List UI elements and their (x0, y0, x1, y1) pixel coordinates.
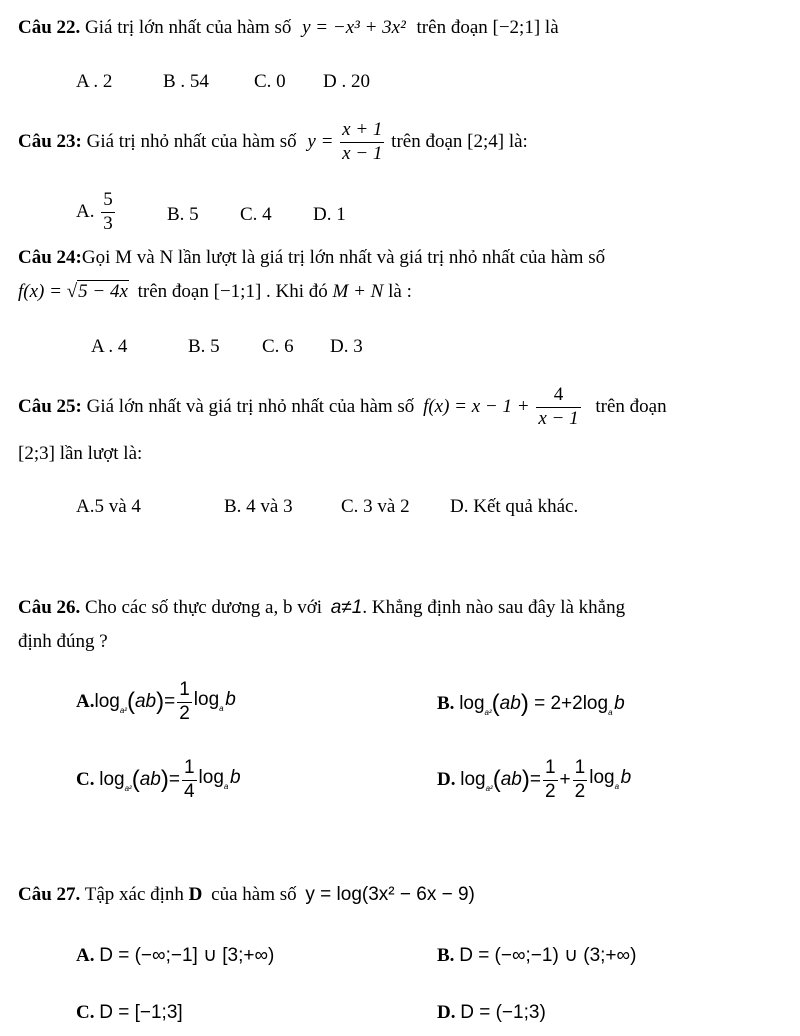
q26-option-d-label: D. (437, 768, 456, 790)
q22-text-a: Giá trị lớn nhất của hàm số (85, 17, 292, 38)
q25-option-d[interactable]: D. Kết quả khác. (450, 496, 579, 517)
q27-stem (18, 885, 475, 904)
q23-option-a-fraction (101, 190, 115, 235)
q26-option-b-formula: $\log_{a^2}(ab) = 2+2\log_a$ b (459, 690, 625, 717)
q24-text-b: trên đoạn (137, 281, 209, 302)
q26-option-d[interactable]: D. $\log_{a^2}(ab)=$ $\frac{1}{2}$ + $\frac{1}{2}$ $\log_a$ b (437, 757, 632, 802)
q24-func-radicand: 5 − 4x (78, 281, 128, 302)
q22-function: y = −x³ + 3x² (302, 17, 406, 38)
q27-option-a-value: D = (−∞;−1] ∪ [3;+∞) (99, 945, 275, 966)
q26-text-b: . Khẳng định nào sau đây là khẳng (362, 597, 626, 618)
q25-frac-den: x − 1 (538, 407, 579, 429)
q22-label: Câu 22. (18, 17, 81, 38)
q26-option-d-formula: $\log_{a^2}(ab)=$ (460, 765, 541, 793)
q27-option-b-label: B. (437, 945, 455, 966)
q23-option-b[interactable]: B. 5 (167, 204, 199, 225)
q26-stem-line2: định đúng ? (18, 631, 108, 652)
q26-option-b-label: B. (437, 693, 455, 714)
q22-interval: [−2;1] (492, 17, 541, 38)
q27-option-a[interactable] (76, 946, 274, 965)
q22-option-c[interactable]: C. 0 (254, 71, 286, 92)
q27-option-c-value: D = [−1;3] (99, 1002, 183, 1023)
q26-option-a-label: A. (76, 690, 95, 712)
q25-stem-line1 (18, 385, 667, 430)
q25-label: Câu 25: (18, 395, 82, 417)
q27-option-b[interactable] (437, 946, 636, 965)
q23-stem (18, 120, 528, 165)
q25-func-lhs: f(x) = x − 1 + (423, 395, 530, 417)
q27-text-b: của hàm số (211, 884, 297, 905)
q27-option-b-value: D = (−∞;−1) ∪ (3;+∞) (459, 945, 637, 966)
q22-option-a[interactable]: A . 2 (76, 71, 113, 92)
q23-label: Câu 23: (18, 130, 82, 152)
q27-option-d-value: D = (−1;3) (460, 1002, 546, 1023)
q24-option-c[interactable]: C. 6 (262, 336, 294, 357)
q27-function: y = log(3x² − 6x − 9) (305, 884, 475, 905)
q24-label: Câu 24: (18, 247, 82, 268)
q26-option-a-fraction: $\frac{1}{2}$ (179, 679, 190, 724)
q26-option-d-fraction-1: $\frac{1}{2}$ (544, 757, 556, 802)
q25-fraction (536, 385, 580, 430)
q24-stem-line1 (18, 248, 605, 267)
q26-option-c[interactable]: C. $\log_{a^2}(ab)=$ $\frac{1}{4}$ $\log_a$ b (76, 757, 241, 802)
q23-option-a-label: A. (76, 200, 95, 222)
q24-expr: M + N (332, 281, 384, 302)
q23-func-lhs: y = (307, 130, 334, 152)
q23-text-b: trên đoạn (391, 130, 463, 152)
q24-text-d: là : (388, 281, 412, 302)
q26-option-d-fraction-2: $\frac{1}{2}$ (574, 757, 586, 802)
q26-option-c-formula: $\log_{a^2}(ab)=$ (99, 765, 180, 793)
q22-text-b: trên đoạn (416, 17, 488, 38)
q27-option-a-label: A. (76, 945, 95, 966)
q24-option-d[interactable]: D. 3 (330, 336, 363, 357)
q24-interval: [−1;1] (213, 281, 262, 302)
q24-text-a: Gọi M và N lần lượt là giá trị lớn nhất và giá trị nhỏ nhất của hàm số (81, 247, 606, 268)
q24-option-b[interactable]: B. 5 (188, 336, 220, 357)
q22-stem (18, 18, 559, 37)
q25-option-b[interactable]: B. 4 và 3 (224, 496, 293, 517)
q26-condition: a≠1 (330, 597, 363, 618)
q27-option-d[interactable] (437, 1003, 546, 1022)
q24-func-lhs: f(x) = (18, 281, 62, 302)
q23-option-c[interactable]: C. 4 (240, 204, 272, 225)
q25-text-c: lần lượt là: (59, 443, 143, 464)
q25-stem-line2 (18, 444, 142, 463)
q27-label: Câu 27. (18, 884, 81, 905)
q26-option-a-formula: $\log_{a^2}(ab)=$ (94, 687, 176, 715)
q22-text-c: là (544, 17, 559, 38)
q24-option-a[interactable]: A . 4 (91, 336, 128, 357)
q27-option-c-label: C. (76, 1002, 95, 1023)
q25-option-c[interactable]: C. 3 và 2 (341, 496, 410, 517)
q23-option-a-num: 5 (101, 190, 115, 213)
q23-interval: [2;4] (467, 130, 505, 152)
q26-option-c-fraction: $\frac{1}{4}$ (183, 757, 195, 802)
q23-option-d[interactable]: D. 1 (313, 204, 346, 225)
q27-text-a: Tập xác định (84, 884, 184, 905)
q26-label: Câu 26. (18, 597, 81, 618)
q24-stem-line2 (18, 282, 412, 301)
q23-frac-den: x − 1 (342, 142, 383, 164)
q27-domain-symbol: D (188, 884, 203, 905)
q25-option-a[interactable]: A.5 và 4 (76, 496, 141, 517)
q23-text-c: là: (508, 130, 528, 152)
q24-text-c: . Khi đó (266, 281, 328, 302)
q26-option-a[interactable]: $A.\log_{a^2}(ab)=$ $\frac{1}{2}$ $\log_a$ b (76, 679, 236, 724)
q24-sqrt-icon: √ (66, 281, 78, 302)
q26-option-b[interactable] (437, 692, 625, 717)
q22-option-d[interactable]: D . 20 (323, 71, 370, 92)
q27-option-c[interactable] (76, 1003, 183, 1022)
q22-option-b[interactable]: B . 54 (163, 71, 209, 92)
q23-text-a: Giá trị nhỏ nhất của hàm số (86, 130, 297, 152)
q23-frac-num: x + 1 (340, 120, 384, 143)
q25-text-a: Giá lớn nhất và giá trị nhỏ nhất của hàm số (86, 395, 415, 417)
q27-option-d-label: D. (437, 1002, 456, 1023)
q23-fraction (340, 120, 384, 165)
q25-interval: [2;3] (18, 443, 55, 464)
q26-option-c-label: C. (76, 768, 95, 790)
q26-text-a: Cho các số thực dương a, b với (85, 597, 323, 618)
q25-frac-num: 4 (536, 385, 580, 408)
q23-option-a-den: 3 (103, 212, 113, 234)
q25-text-b: trên đoạn (595, 395, 667, 417)
q23-option-a[interactable] (76, 190, 117, 235)
q26-stem-line1 (18, 598, 625, 617)
